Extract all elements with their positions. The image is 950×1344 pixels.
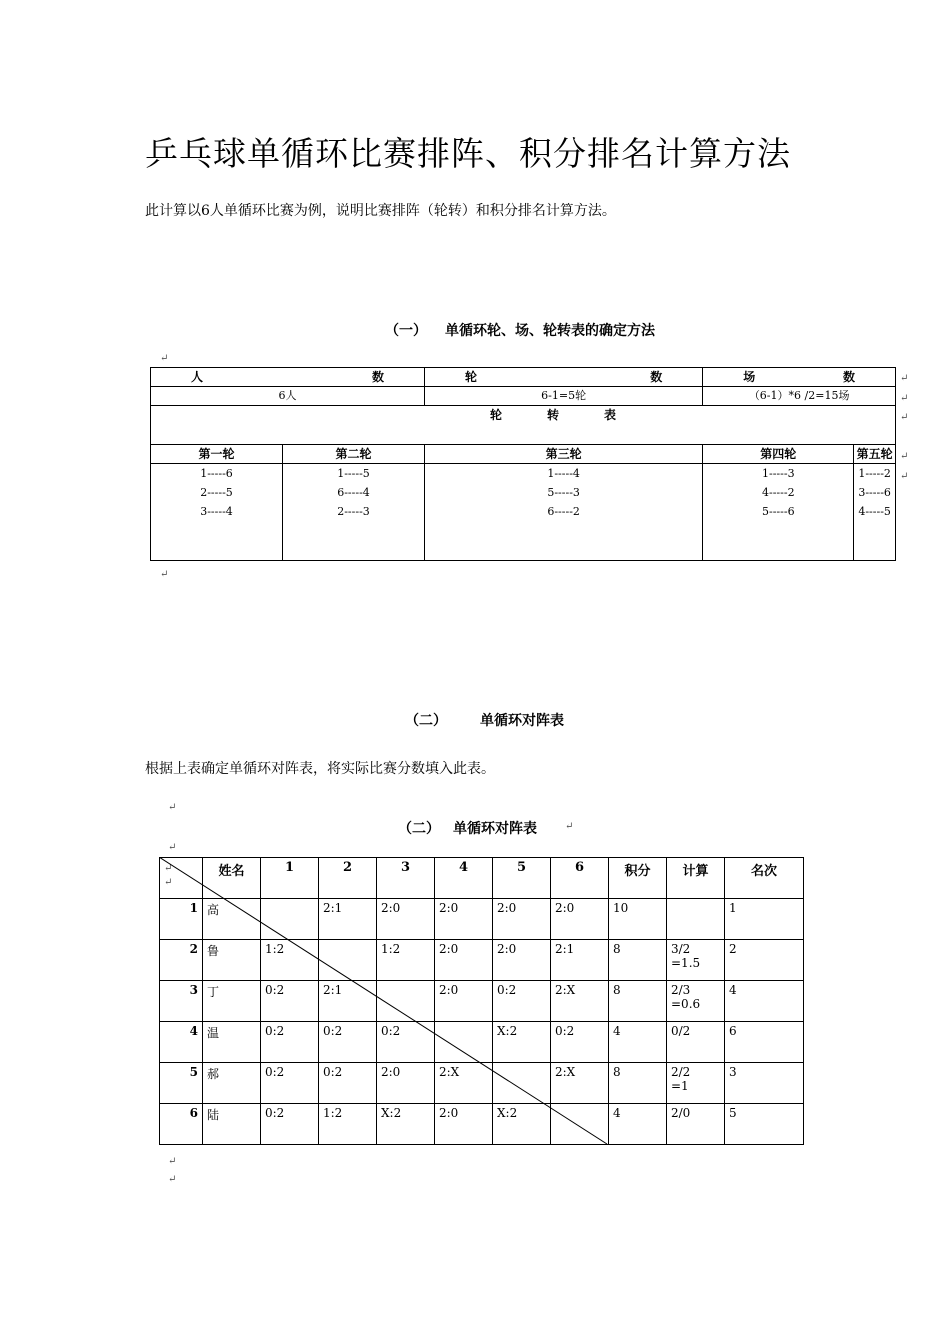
points-cell <box>609 1104 667 1145</box>
section1-heading: 单循环轮、场、轮转表的确定方法 <box>445 323 655 339</box>
column-header: 2 <box>319 858 377 899</box>
rank-cell-text: 5 <box>729 1106 737 1120</box>
points-cell <box>609 981 667 1022</box>
calc-cell <box>667 1104 725 1145</box>
table-cell <box>703 368 896 387</box>
paragraph-mark: ↵ <box>168 842 177 853</box>
player-name-text: 鲁 <box>207 944 220 958</box>
score-cell-text: 2:1 <box>555 942 575 956</box>
table-row <box>151 406 896 445</box>
corner-cell: ↵ ↵ <box>160 858 203 899</box>
points-cell <box>609 940 667 981</box>
pairing: 2-----3 <box>337 505 370 518</box>
score-cell-text: 0:2 <box>381 1024 401 1038</box>
intro-paragraph: 此计算以6人单循环比赛为例，说明比赛排阵（轮转）和积分排名计算方法。 <box>145 203 616 219</box>
round-summary-table <box>150 367 896 561</box>
rotation-title-char: 轮 <box>489 408 502 422</box>
paragraph-mark: ↵ <box>160 353 169 364</box>
calc-cell <box>667 1063 725 1104</box>
pairing: 4-----5 <box>858 505 891 518</box>
pairing: 1-----4 <box>547 467 580 480</box>
table-row <box>151 387 896 406</box>
column-header: 3 <box>377 858 435 899</box>
round-pairs <box>425 464 703 561</box>
row-end-mark: ↵ <box>900 471 909 482</box>
score-cell-text: X:2 <box>497 1106 518 1120</box>
row-end-mark: ↵ <box>900 393 909 404</box>
score-cell-text: 2:0 <box>439 901 459 915</box>
score-cell-text: 0:2 <box>323 1065 343 1079</box>
points-cell-text: 4 <box>613 1106 621 1120</box>
rank-cell <box>725 1063 804 1104</box>
score-cell-text: 1:2 <box>381 942 401 956</box>
column-header: 积分 <box>609 858 667 899</box>
score-cell-text: 2:X <box>555 983 576 997</box>
round-label: 第二轮 <box>283 445 425 464</box>
column-header: 姓名 <box>203 858 261 899</box>
paragraph-mark: ↵ <box>160 569 169 580</box>
round-label: 第三轮 <box>425 445 703 464</box>
rank-cell <box>725 1022 804 1063</box>
score-cell-text: 0:2 <box>265 1024 285 1038</box>
calc-line: =1 <box>671 1079 689 1093</box>
player-number-text: 6 <box>189 1106 198 1120</box>
rank-cell-text: 6 <box>729 1024 737 1038</box>
round-pairs <box>854 464 896 561</box>
column-header: 5 <box>493 858 551 899</box>
score-cell-text: 2:0 <box>439 983 459 997</box>
rotation-title-char: 转 <box>546 408 559 422</box>
points-cell-text: 8 <box>613 942 621 956</box>
header-label: 人 <box>191 370 204 384</box>
column-header: 6 <box>551 858 609 899</box>
calc-line: 2/2 <box>671 1065 691 1079</box>
score-cell-text: 2:0 <box>381 901 401 915</box>
points-cell-text: 8 <box>613 1065 621 1079</box>
rank-cell-text: 4 <box>729 983 737 997</box>
section2-heading: 单循环对阵表 <box>480 713 564 729</box>
rank-cell-text: 2 <box>729 942 737 956</box>
header-label: 数 <box>842 370 855 384</box>
calc-line: 2/3 <box>671 983 691 997</box>
player-number-text: 3 <box>189 983 198 997</box>
pairing: 5-----6 <box>761 505 795 518</box>
round-pairs <box>151 464 283 561</box>
pairing: 5-----3 <box>547 486 580 499</box>
points-cell-text: 4 <box>613 1024 621 1038</box>
score-cell-text: 2:X <box>555 1065 576 1079</box>
score-cell-text: 2:0 <box>439 1106 459 1120</box>
header-label: 数 <box>650 370 663 384</box>
round-label: 第一轮 <box>151 445 283 464</box>
player-number-text: 5 <box>189 1065 198 1079</box>
row-end-mark: ↵ <box>900 412 909 423</box>
points-cell <box>609 1022 667 1063</box>
pairing: 6-----4 <box>337 486 370 499</box>
player-name-text: 高 <box>207 903 220 917</box>
table2-heading: 单循环对阵表 <box>453 821 537 837</box>
rank-cell <box>725 1104 804 1145</box>
table-row <box>151 464 896 561</box>
score-cell-text: 2:0 <box>439 942 459 956</box>
score-cell-text: 0:2 <box>265 983 285 997</box>
player-number-text: 1 <box>189 901 198 915</box>
header-label: 场 <box>743 370 756 384</box>
section2-paragraph: 根据上表确定单循环对阵表，将实际比赛分数填入此表。 <box>145 761 495 777</box>
score-cell-text: 0:2 <box>497 983 517 997</box>
score-cell-text: X:2 <box>381 1106 402 1120</box>
calc-cell <box>667 899 725 940</box>
paragraph-mark: ↵ <box>168 802 177 813</box>
rank-cell-text: 3 <box>729 1065 737 1079</box>
score-cell-text: X:2 <box>497 1024 518 1038</box>
rank-cell <box>725 940 804 981</box>
calc-line: =1.5 <box>671 956 701 970</box>
rotation-title-cell <box>151 406 896 445</box>
score-cell-text: 2:0 <box>381 1065 401 1079</box>
rank-cell <box>725 899 804 940</box>
points-cell-text: 10 <box>613 901 629 915</box>
round-label: 第五轮 <box>854 445 896 464</box>
calc-cell <box>667 940 725 981</box>
rotation-title-char: 表 <box>604 408 617 422</box>
paragraph-mark: ↵ <box>168 1174 177 1185</box>
player-number-text: 2 <box>189 942 198 956</box>
pairing: 3-----6 <box>858 486 891 499</box>
calc-line: =0.6 <box>671 997 701 1011</box>
rank-cell-text: 1 <box>729 901 737 915</box>
player-number-text: 4 <box>189 1024 198 1038</box>
calc-cell <box>667 1022 725 1063</box>
round-pairs <box>283 464 425 561</box>
score-cell-text: 2:0 <box>497 942 517 956</box>
calc-line: 0/2 <box>671 1024 691 1038</box>
row-end-mark: ↵ <box>900 451 909 462</box>
round-pairs <box>703 464 854 561</box>
calc-line: 3/2 <box>671 942 691 956</box>
paragraph-mark: ↵ <box>168 1156 177 1167</box>
table-row <box>151 445 896 464</box>
score-cell-text: 2:0 <box>497 901 517 915</box>
table-cell <box>425 368 703 387</box>
pairing: 2-----5 <box>200 486 233 499</box>
section2-number: （二） <box>405 713 447 729</box>
table-row <box>151 368 896 387</box>
player-name-text: 郝 <box>207 1067 220 1081</box>
column-header: 名次 <box>725 858 804 899</box>
points-cell <box>609 1063 667 1104</box>
pairing: 1-----5 <box>337 467 370 480</box>
page-title: 乒乓球单循环比赛排阵、积分排名计算方法 <box>145 134 791 173</box>
pairing: 3-----4 <box>200 505 233 518</box>
column-header: 计算 <box>667 858 725 899</box>
score-cell-text: 2:0 <box>555 901 575 915</box>
header-label: 轮 <box>465 370 478 384</box>
player-name-text: 陆 <box>207 1108 220 1122</box>
rank-cell <box>725 981 804 1022</box>
score-cell-text: 2:X <box>439 1065 460 1079</box>
points-cell-text: 8 <box>613 983 621 997</box>
diagonal-line <box>159 857 609 1147</box>
section1-number: （一） <box>385 323 427 339</box>
rounds-count: 6-1=5轮 <box>425 387 703 406</box>
paragraph-mark: ↵ <box>565 821 574 832</box>
calc-cell <box>667 981 725 1022</box>
pairing: 4-----2 <box>761 486 795 499</box>
points-cell <box>609 899 667 940</box>
score-cell-text: 0:2 <box>265 1065 285 1079</box>
score-cell-text: 2:1 <box>323 901 343 915</box>
players-count: 6人 <box>151 387 425 406</box>
score-cell-text: 1:2 <box>323 1106 343 1120</box>
score-cell-text: 0:2 <box>265 1106 285 1120</box>
pairing: 6-----2 <box>547 505 580 518</box>
column-header: 4 <box>435 858 493 899</box>
pairing: 1-----6 <box>200 467 233 480</box>
score-cell-text: 0:2 <box>555 1024 575 1038</box>
player-name-text: 温 <box>207 1026 220 1040</box>
pairing: 1-----3 <box>761 467 795 480</box>
score-cell-text: 1:2 <box>265 942 285 956</box>
table-cell <box>151 368 425 387</box>
header-label: 数 <box>371 370 384 384</box>
column-header: 1 <box>261 858 319 899</box>
matches-count: （6-1）*6 /2=15场 <box>703 387 896 406</box>
table2-number: （二） <box>398 821 440 837</box>
round-label: 第四轮 <box>703 445 854 464</box>
player-name-text: 丁 <box>207 985 220 999</box>
pairing: 1-----2 <box>858 467 891 480</box>
row-end-mark: ↵ <box>900 373 909 384</box>
score-cell-text: 0:2 <box>323 1024 343 1038</box>
calc-line: 2/0 <box>671 1106 691 1120</box>
score-cell-text: 2:1 <box>323 983 343 997</box>
